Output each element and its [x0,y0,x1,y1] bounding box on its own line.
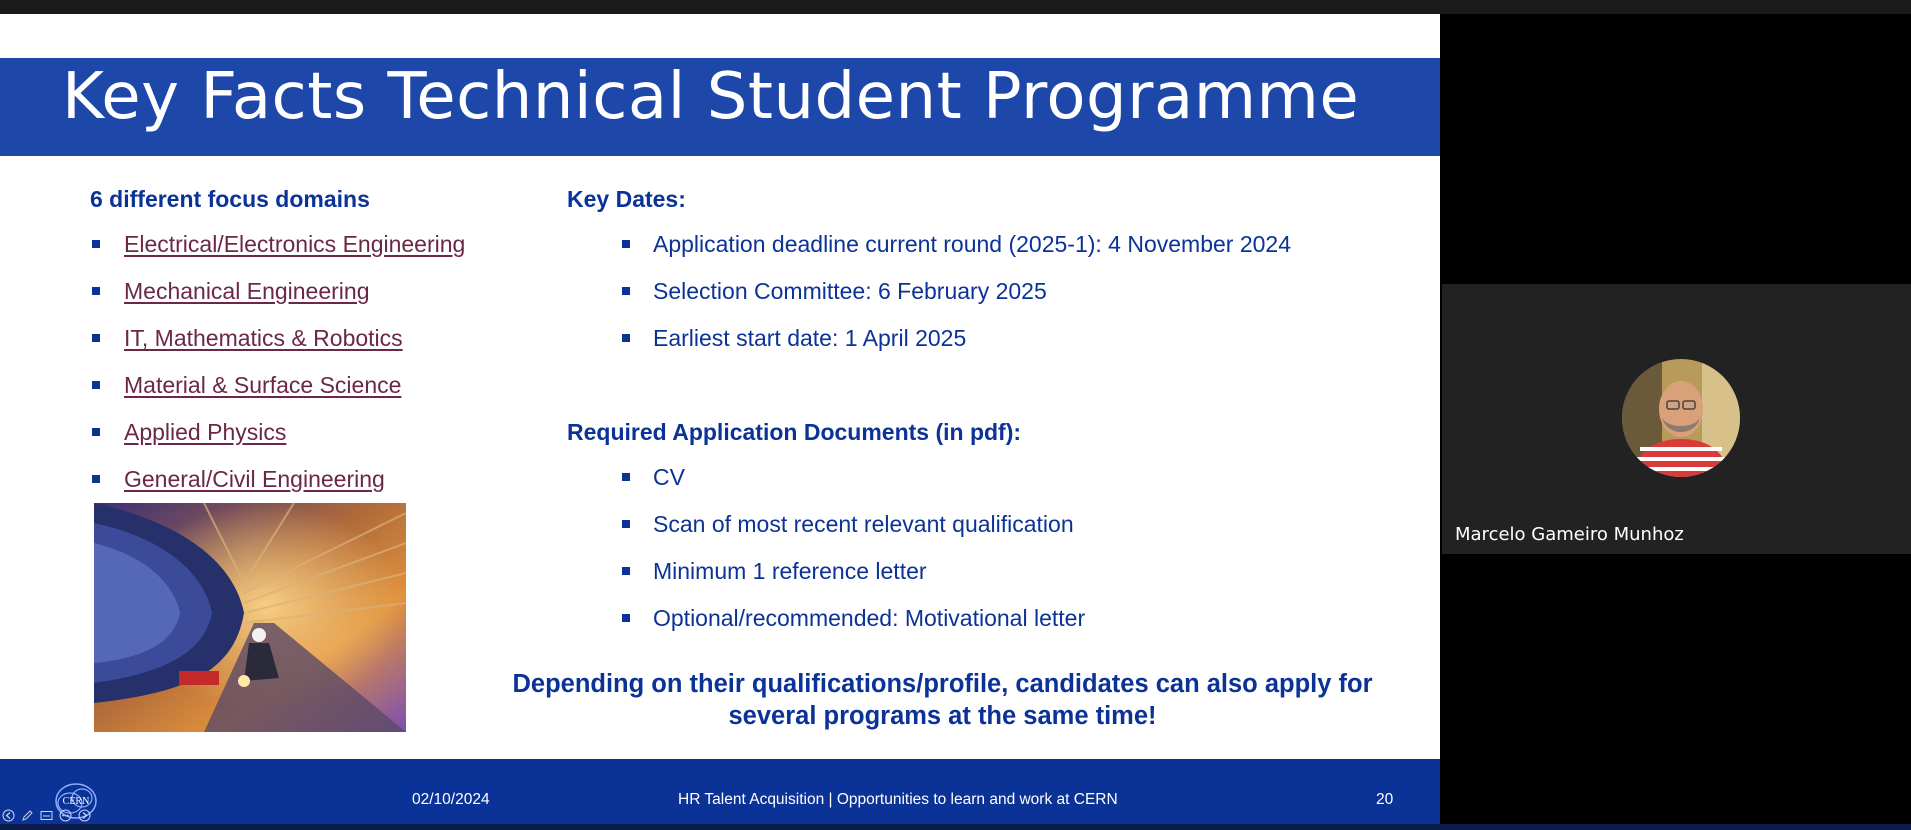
domain-link-it[interactable]: IT, Mathematics & Robotics [124,325,403,351]
prev-slide-icon[interactable] [2,809,15,822]
bullet-icon [622,567,630,575]
domains-heading: 6 different focus domains [90,186,370,212]
key-dates-heading: Key Dates: [567,186,686,212]
domain-link-civil[interactable]: General/Civil Engineering [124,466,385,492]
bullet-icon [92,475,100,483]
subtitles-icon[interactable] [40,809,53,822]
list-item [620,510,1085,557]
list-item [620,604,1085,651]
list-item [620,463,1085,510]
participant-name: Marcelo Gameiro Munhoz [1455,524,1684,545]
list-item [90,230,465,277]
bottom-bar [0,824,1911,830]
domain-link-mechanical[interactable]: Mechanical Engineering [124,278,370,304]
list-item [620,557,1085,604]
participant-video-tile[interactable] [1442,284,1911,554]
domains-list [90,230,465,512]
bullet-icon [622,287,630,295]
domain-link-electrical[interactable]: Electrical/Electronics Engineering [124,231,466,257]
document-cv: CV [653,464,685,490]
apply-note: Depending on their qualifications/profile, candidates can also apply for several programs at the same time! [512,670,1373,730]
page-number: 20 [1376,791,1394,808]
footer-date: 02/10/2024 [412,791,490,808]
list-item [90,371,465,418]
bullet-icon [622,520,630,528]
pen-icon[interactable] [21,809,34,822]
document-reference: Minimum 1 reference letter [653,558,927,584]
domain-link-material[interactable]: Material & Surface Science [124,372,402,398]
bullet-icon [622,473,630,481]
top-bar [0,0,1911,14]
key-dates-list [620,230,1291,371]
more-icon[interactable] [59,809,72,822]
bullet-icon [92,287,100,295]
slide-footer [0,759,1440,824]
domain-link-physics[interactable]: Applied Physics [124,419,287,445]
documents-list [620,463,1085,651]
title-band [0,58,1440,156]
list-item [90,324,465,371]
slide-title: Key Facts Technical Student Programme [62,60,1360,134]
list-item [90,418,465,465]
list-item [90,277,465,324]
list-item [620,230,1291,277]
next-slide-icon[interactable] [78,809,91,822]
bullet-icon [622,240,630,248]
tunnel-photo [94,503,406,732]
list-item [620,277,1291,324]
footer-title: HR Talent Acquisition | Opportunities to learn and work at CERN [678,791,1118,808]
document-qualification: Scan of most recent relevant qualification [653,511,1074,537]
list-item [620,324,1291,371]
key-date-start: Earliest start date: 1 April 2025 [653,325,967,351]
document-motivation: Optional/recommended: Motivational letter [653,605,1086,631]
bullet-icon [622,614,630,622]
bullet-icon [92,334,100,342]
bullet-icon [92,240,100,248]
key-date-committee: Selection Committee: 6 February 2025 [653,278,1047,304]
key-date-deadline: Application deadline current round (2025-1): 4 November 2024 [653,231,1292,257]
svg-text:CERN: CERN [62,796,90,807]
presentation-slide [0,14,1440,824]
bullet-icon [622,334,630,342]
bullet-icon [92,428,100,436]
participant-avatar [1622,359,1740,477]
bullet-icon [92,381,100,389]
documents-heading: Required Application Documents (in pdf): [567,419,1022,445]
